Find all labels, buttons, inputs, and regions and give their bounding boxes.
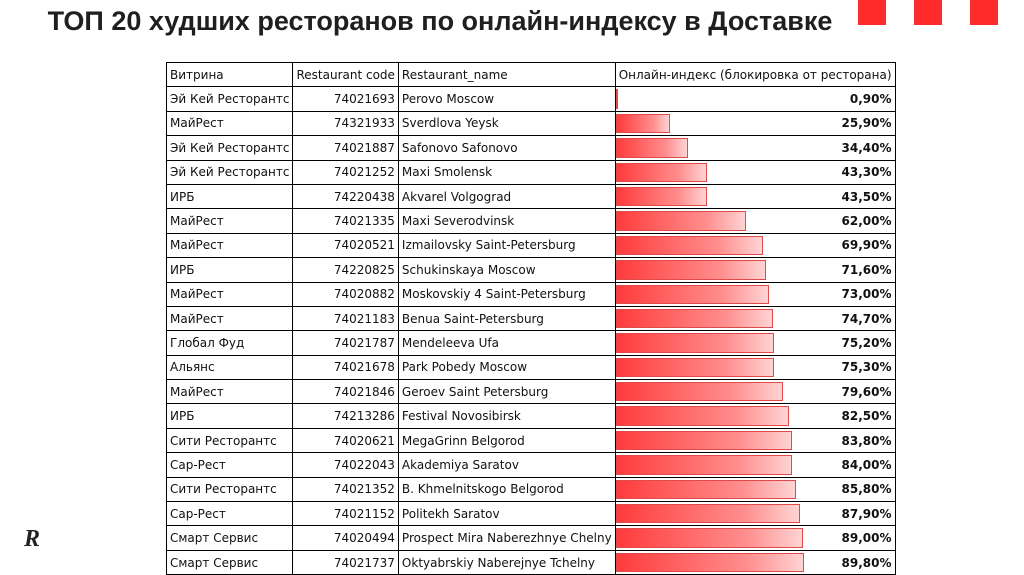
table-row bbox=[167, 380, 896, 404]
column-header-name: Restaurant_name bbox=[398, 63, 615, 87]
table-row bbox=[167, 331, 896, 355]
index-cell bbox=[615, 477, 895, 501]
code-cell: 74021737 bbox=[293, 550, 398, 574]
table-row bbox=[167, 477, 896, 501]
table-row bbox=[167, 258, 896, 282]
code-cell: 74021183 bbox=[293, 306, 398, 330]
vitrina-cell: Сар-Рест bbox=[167, 453, 293, 477]
table-row bbox=[167, 428, 896, 452]
code-cell: 74220825 bbox=[293, 258, 398, 282]
index-cell bbox=[615, 282, 895, 306]
index-value: 34,40% bbox=[841, 140, 892, 155]
index-cell bbox=[615, 258, 895, 282]
index-value: 75,30% bbox=[841, 360, 892, 375]
index-value: 87,90% bbox=[841, 506, 892, 521]
vitrina-cell: МайРест bbox=[167, 233, 293, 257]
restaurants-table bbox=[166, 62, 896, 575]
index-value: 71,60% bbox=[841, 262, 892, 277]
column-header-code: Restaurant code bbox=[293, 63, 398, 87]
vitrina-cell: Эй Кей Ресторантс bbox=[167, 87, 293, 111]
index-cell bbox=[615, 306, 895, 330]
vitrina-cell: МайРест bbox=[167, 306, 293, 330]
name-cell: Perovo Moscow bbox=[398, 87, 615, 111]
vitrina-cell: МайРест bbox=[167, 380, 293, 404]
table-row bbox=[167, 550, 896, 574]
vitrina-cell: Глобал Фуд bbox=[167, 331, 293, 355]
code-cell: 74020521 bbox=[293, 233, 398, 257]
index-value: 84,00% bbox=[841, 457, 892, 472]
code-cell: 74213286 bbox=[293, 404, 398, 428]
table-row bbox=[167, 453, 896, 477]
code-cell: 74021335 bbox=[293, 209, 398, 233]
column-header-index: Онлайн-индекс (блокировка от ресторана) bbox=[615, 63, 895, 87]
index-cell bbox=[615, 111, 895, 135]
code-cell: 74021787 bbox=[293, 331, 398, 355]
name-cell: Maxi Severodvinsk bbox=[398, 209, 615, 233]
name-cell: Akvarel Volgograd bbox=[398, 184, 615, 208]
index-value: 25,90% bbox=[841, 116, 892, 131]
table-row bbox=[167, 184, 896, 208]
name-cell: Moskovskiy 4 Saint-Petersburg bbox=[398, 282, 615, 306]
index-value: 43,50% bbox=[841, 189, 892, 204]
code-cell: 74021846 bbox=[293, 380, 398, 404]
red-square-decoration bbox=[970, 0, 998, 25]
name-cell: Park Pobedy Moscow bbox=[398, 355, 615, 379]
name-cell: Mendeleeva Ufa bbox=[398, 331, 615, 355]
name-cell: Oktyabrskiy Naberejnye Tchelny bbox=[398, 550, 615, 574]
index-value: 62,00% bbox=[841, 214, 892, 229]
code-cell: 74020882 bbox=[293, 282, 398, 306]
vitrina-cell: Сити Ресторантс bbox=[167, 428, 293, 452]
code-cell: 74021352 bbox=[293, 477, 398, 501]
name-cell: Akademiya Saratov bbox=[398, 453, 615, 477]
index-cell bbox=[615, 136, 895, 160]
vitrina-cell: Смарт Сервис bbox=[167, 550, 293, 574]
index-cell bbox=[615, 404, 895, 428]
vitrina-cell: ИРБ bbox=[167, 184, 293, 208]
index-cell bbox=[615, 233, 895, 257]
vitrina-cell: МайРест bbox=[167, 282, 293, 306]
red-square-decoration bbox=[914, 0, 942, 25]
code-cell: 74021678 bbox=[293, 355, 398, 379]
index-cell bbox=[615, 87, 895, 111]
index-cell bbox=[615, 526, 895, 550]
name-cell: Prospect Mira Naberezhnye Chelny bbox=[398, 526, 615, 550]
code-cell: 74020621 bbox=[293, 428, 398, 452]
code-cell: 74220438 bbox=[293, 184, 398, 208]
table-header-row bbox=[167, 63, 896, 87]
name-cell: B. Khmelnitskogo Belgorod bbox=[398, 477, 615, 501]
index-cell bbox=[615, 160, 895, 184]
name-cell: Geroev Saint Petersburg bbox=[398, 380, 615, 404]
index-cell bbox=[615, 380, 895, 404]
table-row bbox=[167, 526, 896, 550]
index-value: 83,80% bbox=[841, 433, 892, 448]
code-cell: 74021887 bbox=[293, 136, 398, 160]
vitrina-cell: Эй Кей Ресторантс bbox=[167, 160, 293, 184]
name-cell: Izmailovsky Saint-Petersburg bbox=[398, 233, 615, 257]
index-cell bbox=[615, 184, 895, 208]
name-cell: Schukinskaya Moscow bbox=[398, 258, 615, 282]
code-cell: 74021152 bbox=[293, 502, 398, 526]
index-cell bbox=[615, 209, 895, 233]
index-value: 89,00% bbox=[841, 531, 892, 546]
vitrina-cell: МайРест bbox=[167, 209, 293, 233]
code-cell: 74321933 bbox=[293, 111, 398, 135]
index-value: 79,60% bbox=[841, 384, 892, 399]
index-cell bbox=[615, 502, 895, 526]
index-value: 69,90% bbox=[841, 238, 892, 253]
code-cell: 74020494 bbox=[293, 526, 398, 550]
code-cell: 74021693 bbox=[293, 87, 398, 111]
vitrina-cell: Сити Ресторантс bbox=[167, 477, 293, 501]
table-row bbox=[167, 306, 896, 330]
index-value: 82,50% bbox=[841, 409, 892, 424]
name-cell: Sverdlova Yeysk bbox=[398, 111, 615, 135]
index-value: 75,20% bbox=[841, 335, 892, 350]
table-row bbox=[167, 160, 896, 184]
table-row bbox=[167, 355, 896, 379]
index-cell bbox=[615, 331, 895, 355]
vitrina-cell: МайРест bbox=[167, 111, 293, 135]
index-cell bbox=[615, 355, 895, 379]
vitrina-cell: ИРБ bbox=[167, 404, 293, 428]
table-row bbox=[167, 282, 896, 306]
vitrina-cell: Смарт Сервис bbox=[167, 526, 293, 550]
index-value: 74,70% bbox=[841, 311, 892, 326]
vitrina-cell: Эй Кей Ресторантс bbox=[167, 136, 293, 160]
index-value: 89,80% bbox=[841, 555, 892, 570]
logo-icon: R bbox=[24, 526, 41, 552]
name-cell: MegaGrinn Belgorod bbox=[398, 428, 615, 452]
table-row bbox=[167, 111, 896, 135]
index-cell bbox=[615, 550, 895, 574]
red-square-decoration bbox=[858, 0, 886, 25]
index-value: 0,90% bbox=[849, 92, 892, 107]
table-row bbox=[167, 209, 896, 233]
table-row bbox=[167, 136, 896, 160]
vitrina-cell: Сар-Рест bbox=[167, 502, 293, 526]
name-cell: Festival Novosibirsk bbox=[398, 404, 615, 428]
column-header-vitrina: Витрина bbox=[167, 63, 293, 87]
table-row bbox=[167, 233, 896, 257]
name-cell: Maxi Smolensk bbox=[398, 160, 615, 184]
index-value: 73,00% bbox=[841, 287, 892, 302]
vitrina-cell: ИРБ bbox=[167, 258, 293, 282]
code-cell: 74021252 bbox=[293, 160, 398, 184]
table-row bbox=[167, 502, 896, 526]
index-value: 43,30% bbox=[841, 165, 892, 180]
name-cell: Benua Saint-Petersburg bbox=[398, 306, 615, 330]
name-cell: Politekh Saratov bbox=[398, 502, 615, 526]
table-row bbox=[167, 87, 896, 111]
code-cell: 74022043 bbox=[293, 453, 398, 477]
index-cell bbox=[615, 428, 895, 452]
vitrina-cell: Альянс bbox=[167, 355, 293, 379]
index-value: 85,80% bbox=[841, 482, 892, 497]
table-row bbox=[167, 404, 896, 428]
page-title: ТОП 20 худших ресторанов по онлайн-индексу в Доставке bbox=[47, 6, 833, 36]
index-cell bbox=[615, 453, 895, 477]
name-cell: Safonovo Safonovo bbox=[398, 136, 615, 160]
